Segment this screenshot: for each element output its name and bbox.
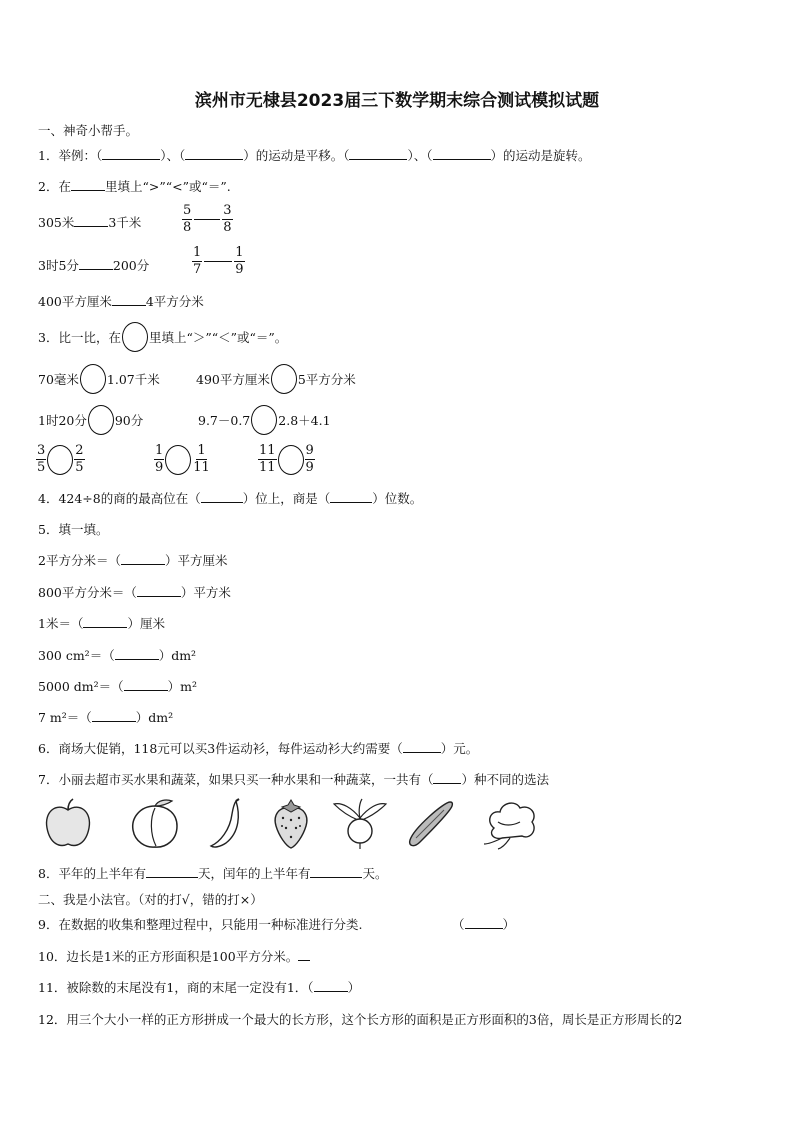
q2-r1-right: 3千米 <box>108 215 142 230</box>
question-8 <box>38 864 388 882</box>
question-2-stem <box>38 177 231 195</box>
fraction <box>222 203 232 236</box>
compare-circle[interactable] <box>47 445 73 475</box>
answer-blank[interactable] <box>79 258 113 270</box>
q2-r1-left: 305米 <box>38 215 75 230</box>
compare-circle <box>122 322 148 352</box>
answer-blank[interactable] <box>310 866 362 878</box>
question-4 <box>38 489 422 507</box>
answer-blank[interactable] <box>349 148 407 160</box>
question-11 <box>38 978 360 996</box>
answer-blank[interactable] <box>465 917 503 929</box>
answer-blank[interactable] <box>83 616 127 628</box>
q3-b1: 1时20分 <box>38 413 87 428</box>
banana-icon <box>206 798 246 850</box>
denominator: 5 <box>75 460 84 475</box>
q2-r2-left: 3时5分 <box>38 258 79 273</box>
denominator: 5 <box>37 460 46 475</box>
denominator: 8 <box>183 220 192 235</box>
answer-blank[interactable] <box>298 949 310 961</box>
answer-blank[interactable] <box>92 710 136 722</box>
q3-b2: 90分 <box>114 413 144 428</box>
q3-stem-b: 里填上“＞”“＜”或“＝”。 <box>148 330 288 345</box>
q3-row-2 <box>38 405 143 435</box>
peach-icon <box>128 798 182 850</box>
answer-blank[interactable] <box>102 148 160 160</box>
section-2-heading: 二、我是小法官。（对的打√，错的打×） <box>38 892 263 907</box>
q1-text-d: ）、（ <box>407 148 433 163</box>
numerator: 1 <box>155 443 164 458</box>
answer-blank[interactable] <box>146 866 198 878</box>
q3-a4: 5平方分米 <box>297 372 356 387</box>
fraction <box>258 443 277 476</box>
fraction <box>182 203 192 236</box>
q1-text-b: ）、（ <box>160 148 186 163</box>
q5-l3-b: ）厘米 <box>127 616 165 631</box>
denominator: 9 <box>155 460 164 475</box>
denominator: 8 <box>223 220 232 235</box>
q2-fraction-compare-2 <box>192 245 245 278</box>
page-title: 滨州市无棣县2023届三下数学期末综合测试模拟试题 <box>194 91 600 111</box>
question-5-stem: 5．填一填。 <box>38 522 109 537</box>
numerator: 11 <box>259 443 276 458</box>
q3-a1: 70毫米 <box>38 372 79 387</box>
q1-text-e: ）的运动是旋转。 <box>490 148 591 163</box>
q5-l4-b: ）dm² <box>158 648 197 663</box>
q5-line-1 <box>38 551 227 569</box>
answer-blank[interactable] <box>115 648 159 660</box>
answer-blank[interactable] <box>201 491 243 503</box>
q9-answer <box>452 915 515 933</box>
fraction <box>36 443 46 476</box>
q7-text-b: ）种不同的选法 <box>461 772 549 787</box>
q3-fraction-1 <box>36 443 85 476</box>
q3-a3: 490平方厘米 <box>196 372 270 387</box>
q3-b3: 9.7－0.7 <box>198 413 251 428</box>
q5-l3-a: 1米＝（ <box>38 616 84 631</box>
denominator: 7 <box>193 262 202 277</box>
compare-circle[interactable] <box>88 405 114 435</box>
answer-blank[interactable] <box>314 980 348 992</box>
q2-row-3 <box>38 292 204 310</box>
question-12: 12．用三个大小一样的正方形拼成一个最大的长方形，这个长方形的面积是正方形面积的3倍，周长是正方形周长的2 <box>38 1012 683 1027</box>
q3-a2: 1.07千米 <box>106 372 160 387</box>
numerator: 1 <box>197 443 206 458</box>
q2-r3-left: 400平方厘米 <box>38 294 112 309</box>
strawberry-icon <box>270 798 312 850</box>
q2-row-2 <box>38 256 149 274</box>
denominator: 9 <box>305 460 314 475</box>
fraction <box>192 245 202 278</box>
q5-l2-b: ）平方米 <box>180 585 231 600</box>
q9-text: 9．在数据的收集和整理过程中，只能用一种标准进行分类. <box>38 917 363 932</box>
q3-row-1 <box>38 364 160 394</box>
q11-text-b: ） <box>347 980 361 995</box>
q5-line-2 <box>38 583 231 601</box>
compare-circle[interactable] <box>165 445 191 475</box>
denominator: 9 <box>235 262 244 277</box>
answer-blank[interactable] <box>433 148 491 160</box>
q2-fraction-compare-1 <box>182 203 233 236</box>
q5-line-6 <box>38 708 173 726</box>
q3-row-1b <box>196 364 356 394</box>
answer-blank[interactable] <box>330 491 372 503</box>
question-6 <box>38 739 478 757</box>
q1-text-c: ）的运动是平移。（ <box>243 148 350 163</box>
answer-blank[interactable] <box>433 772 461 784</box>
answer-blank[interactable] <box>121 553 165 565</box>
answer-blank[interactable] <box>137 585 181 597</box>
numerator: 2 <box>75 443 84 458</box>
q5-l4-a: 300 cm²＝（ <box>38 648 115 663</box>
q4-text-a: 4．424÷8的商的最高位在（ <box>38 491 201 506</box>
q3-fraction-3 <box>258 443 315 476</box>
radish-icon <box>330 798 390 850</box>
compare-circle[interactable] <box>251 405 277 435</box>
answer-blank[interactable] <box>112 294 146 306</box>
numerator: 3 <box>37 443 46 458</box>
answer-blank[interactable] <box>403 741 441 753</box>
question-7 <box>38 770 549 788</box>
cabbage-icon <box>480 798 542 850</box>
q11-text-a: 11．被除数的末尾没有1，商的末尾一定没有1．（ <box>38 980 314 995</box>
denominator: 11 <box>193 460 210 475</box>
answer-blank[interactable] <box>204 261 232 262</box>
q1-text-a: 1．举例：（ <box>38 148 103 163</box>
numerator: 1 <box>235 245 244 260</box>
fraction <box>192 443 211 476</box>
q2-r3-right: 4平方分米 <box>145 294 204 309</box>
fraction <box>234 245 244 278</box>
q5-l1-b: ）平方厘米 <box>164 553 228 568</box>
fraction <box>154 443 164 476</box>
q5-line-4 <box>38 646 196 664</box>
q4-text-b: ）位上，商是（ <box>242 491 331 506</box>
q8-text-b: 天，闰年的上半年有 <box>197 866 311 881</box>
q5-l6-a: 7 m²＝（ <box>38 710 92 725</box>
answer-blank <box>71 179 105 191</box>
q4-text-c: ）位数。 <box>372 491 423 506</box>
question-1 <box>38 146 591 164</box>
apple-icon <box>42 798 94 850</box>
q5-l5-b: ）m² <box>167 679 198 694</box>
q7-text-a: 7．小丽去超市买水果和蔬菜，如果只买一种水果和一种蔬菜，一共有（ <box>38 772 434 787</box>
numerator: 3 <box>223 203 232 218</box>
compare-circle[interactable] <box>278 445 304 475</box>
q3-fraction-2 <box>154 443 211 476</box>
compare-circle[interactable] <box>271 364 297 394</box>
section-1-heading: 一、神奇小帮手。 <box>38 123 139 138</box>
q3-row-2b <box>198 405 331 435</box>
q9-paren-close: ） <box>502 917 516 932</box>
numerator: 1 <box>193 245 202 260</box>
numerator: 5 <box>183 203 192 218</box>
q6-text-b: ）元。 <box>440 741 479 756</box>
q9-paren-open: （ <box>452 917 465 932</box>
q2-stem-a: 2．在 <box>38 179 71 194</box>
cucumber-icon <box>404 798 456 850</box>
denominator: 11 <box>259 460 276 475</box>
q2-r2-right: 200分 <box>112 258 150 273</box>
question-9 <box>38 915 362 933</box>
q2-row-1 <box>38 213 141 231</box>
compare-circle[interactable] <box>80 364 106 394</box>
question-10 <box>38 947 310 965</box>
answer-blank[interactable] <box>194 219 220 220</box>
q5-line-3 <box>38 614 165 632</box>
q5-l1-a: 2平方分米＝（ <box>38 553 121 568</box>
fraction <box>74 443 84 476</box>
answer-blank[interactable] <box>185 148 243 160</box>
fraction <box>305 443 315 476</box>
q8-text-c: 天。 <box>362 866 388 881</box>
q5-l2-a: 800平方分米＝（ <box>38 585 137 600</box>
q5-line-5 <box>38 677 197 695</box>
question-3-stem <box>38 322 287 352</box>
q8-text-a: 8．平年的上半年有 <box>38 866 146 881</box>
q2-stem-b: 里填上“>”“<”或“＝”. <box>104 179 231 194</box>
numerator: 9 <box>305 443 314 458</box>
q5-l5-a: 5000 dm²＝（ <box>38 679 124 694</box>
q3-stem-a: 3．比一比，在 <box>38 330 121 345</box>
q10-text: 10．边长是1米的正方形面积是100平方分米。 <box>38 949 299 964</box>
q5-l6-b: ）dm² <box>135 710 174 725</box>
q3-b4: 2.8＋4.1 <box>278 413 331 428</box>
answer-blank[interactable] <box>74 215 108 227</box>
q6-text-a: 6．商场大促销，118元可以买3件运动衫，每件运动衫大约需要（ <box>38 741 403 756</box>
answer-blank[interactable] <box>124 679 168 691</box>
